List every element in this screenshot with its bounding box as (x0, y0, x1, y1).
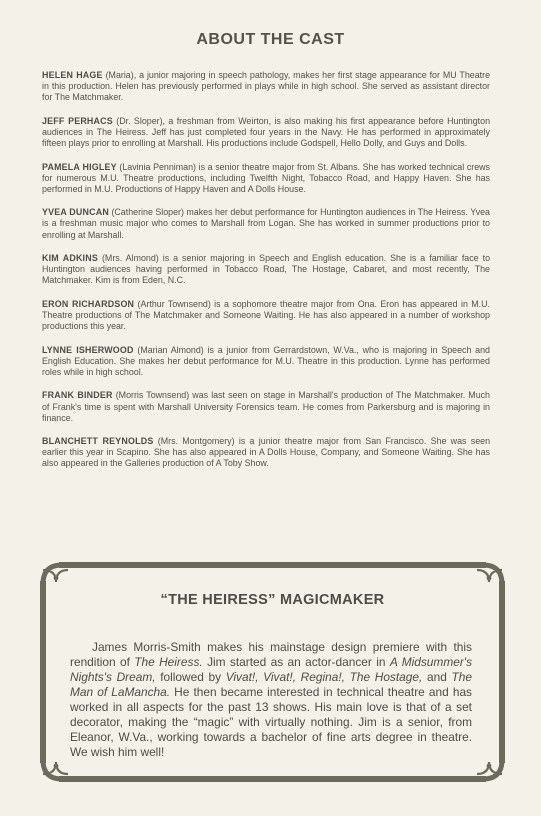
cast-bio-text: (Arthur Townsend) is a sophomore theatre major from Ona. Eron has appeared in M.U. Theatre productions of The Matchmaker and Someone Waiting. He has also appeared in a number of workshop productions this year. (42, 298, 490, 332)
cast-bio-text: (Dr. Sloper), a freshman from Weirton, is also making his first appearance before Huntington audiences in The Heiress. Jeff has just completed four years in the Navy. He has performed in approximately fifteen plays prior to enrolling at Marshall. His productions include Godspell, Hello Dolly, and Guys and Dolls. (42, 115, 491, 148)
feature-title: “THE HEIRESS” MAGICMAKER (160, 592, 385, 608)
cast-bio-text: (Catherine Sloper) makes her debut performance for Huntington audiences in The Heiress. Yvea is a freshman music major who comes to Marshall from Logan. She has worked in summer productions prior to enrolling at Marshall. (42, 207, 490, 240)
cast-name: KIM ADKINS (42, 253, 98, 264)
cast-name: PAMELA HIGLEY (42, 161, 117, 172)
cast-name: YVEA DUNCAN (42, 207, 109, 218)
feature-text-part: He then became interested in technical theatre and has worked in all aspects for the past 13 shows. His main love is that of a set decorator, making the “magic” with virtually nothing. Jim is a senior, from Eleanor, W.Va., working towards a bachelor of fine arts degree in theatre. We wish him well! (70, 684, 472, 759)
cast-bio (42, 436, 490, 469)
cast-bio (42, 390, 490, 423)
cast-bio-text: (Mrs. Montgomery) is a junior theatre major from San Francisco. She was seen earlier this year in Scapino. She has also appeared in A Dolls House, Company, and Someone Waiting. She has also appeared in the Galleries production of A Toby Show. (42, 436, 491, 469)
cast-bio-text: (Mrs. Almond) is a senior majoring in Speech and English education. She is a familiar face to Huntington audiences having performed in Tobacco Road, The Hostage, Cabaret, and most recently, The Matchmaker. Kim is from Eden, N.C. (42, 253, 491, 286)
page-title: ABOUT THE CAST (196, 31, 345, 48)
feature-text-part-italic: The Man of LaMancha. (70, 669, 472, 699)
cast-name: FRANK BINDER (42, 390, 113, 401)
cast-bio-text: (Marian Almond) is a junior from Gerrardstown, W.Va., who is majoring in Speech and English Education. She makes her debut performance for M.U. Theatre in this production. Lynne has performed roles while in high school. (42, 344, 490, 377)
cast-bio-text: (Maria), a junior majoring in speech pathology, makes her first stage appearance for MU Theatre in this production. Helen has previously performed in plays while in high school. She served as assistant director for The Matchmaker. (42, 70, 491, 103)
feature-text-part: Jim started as an actor-dancer in (202, 654, 390, 669)
feature-text-part: followed by (155, 669, 226, 684)
cast-bio (42, 299, 490, 332)
cast-bio (42, 162, 490, 195)
cast-bios (42, 70, 490, 482)
feature-text-part-italic: Vivat!, Vivat!, Regina!, The Hostage, (225, 669, 423, 684)
cast-bio (42, 345, 490, 378)
feature-text-part-italic: A Midsummer's Nights's Dream, (70, 654, 473, 684)
cast-name: ERON RICHARDSON (42, 298, 135, 309)
cast-bio (42, 70, 490, 103)
cast-bio-text: (Morris Townsend) was last seen on stage in Marshall's production of The Matchmaker. Much of Frank's time is spent with Marshall University Forensics team. He comes from Parkersburg and is majoring in finance. (42, 390, 490, 423)
feature-text (70, 640, 472, 760)
cast-bio (42, 116, 490, 149)
cast-bio (42, 253, 490, 286)
cast-name: HELEN HAGE (42, 70, 103, 80)
feature-text-part: James Morris-Smith makes his mainstage design premiere with this rendition of (70, 639, 472, 669)
feature-text-part-italic: The Heiress. (134, 654, 203, 669)
cast-bio (42, 207, 490, 240)
feature-text-part: and (422, 669, 452, 684)
cast-name: LYNNE ISHERWOOD (42, 344, 134, 355)
cast-bio-text: (Lavinia Penniman) is a senior theatre major from St. Albans. She has worked technical crews for numerous M.U. Theatre productions, including Twelfth Night, Tobacco Road, and Happy Haven. She has performed in M.U. Productions of Happy Haven and A Dolls House. (42, 161, 490, 194)
cast-name: BLANCHETT REYNOLDS (42, 436, 154, 447)
cast-name: JEFF PERHACS (42, 115, 113, 126)
